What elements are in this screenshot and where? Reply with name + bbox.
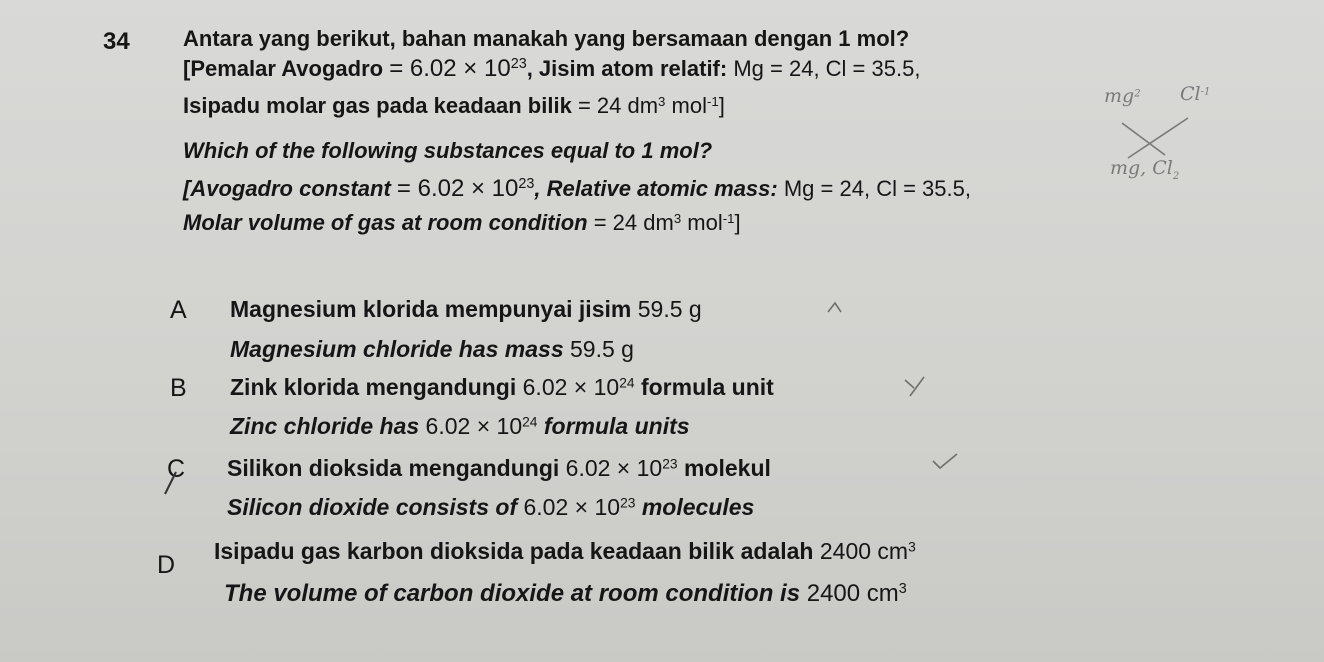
question-stem-en: Which of the following substances equal to 1 mol? <box>183 138 713 163</box>
handwritten-cross-lines <box>1110 113 1220 163</box>
handwritten-mgcl2: mg, $Cl_2$ <box>1110 157 1180 182</box>
pencil-caret-mark <box>826 300 848 318</box>
handwritten-mg-ion: $mg^2$ <box>1104 85 1141 107</box>
option-c-ms: Silikon dioksida mengandungi $6.02 \times 10^{23}$ molekul <box>227 455 771 481</box>
option-c-letter: C <box>167 455 186 483</box>
question-number: 34 <box>103 28 130 55</box>
option-d-en: The volume of carbon dioxide at room condition is 2400 $cm^3$ <box>224 580 907 607</box>
option-a-letter: A <box>170 296 187 324</box>
option-b-letter: B <box>170 374 187 402</box>
avogadro-en-line: [Avogadro constant = $6.02 \times 10^{23}$, Relative atomic mass: Mg = 24, Cl = 35.5, <box>183 175 971 202</box>
molar-volume-en-line: Molar volume of gas at room condition = 24 $dm^3$ mol$^{-1}$] <box>183 210 741 235</box>
pencil-slash-mark <box>160 470 180 496</box>
option-a-en: Magnesium chloride has mass 59.5 g <box>230 336 634 362</box>
option-d-ms: Isipadu gas karbon dioksida pada keadaan bilik adalah 2400 $cm^3$ <box>214 538 916 564</box>
pencil-check-mark <box>930 452 960 472</box>
option-d-letter: D <box>157 551 176 579</box>
handwritten-notes <box>1090 75 1240 195</box>
avogadro-ms-line: [Pemalar Avogadro = $6.02 \times 10^{23}$, Jisim atom relatif: Mg = 24, Cl = 35.5, <box>183 55 921 82</box>
pencil-cross-mark <box>902 374 930 400</box>
question-stem-ms: Antara yang berikut, bahan manakah yang bersamaan dengan 1 mol? <box>183 26 910 51</box>
option-a-ms: Magnesium klorida mempunyai jisim 59.5 g <box>230 296 702 322</box>
handwritten-cl-ion: $Cl^{-1}$ <box>1180 83 1211 105</box>
option-b-ms: Zink klorida mengandungi $6.02 \times 10^{24}$ formula unit <box>230 374 774 400</box>
option-b-en: Zinc chloride has $6.02 \times 10^{24}$ formula units <box>230 413 690 439</box>
molar-volume-ms-line: Isipadu molar gas pada keadaan bilik = 24 $dm^3$ mol$^{-1}$] <box>183 93 725 118</box>
option-c-en: Silicon dioxide consists of $6.02 \times 10^{23}$ molecules <box>227 494 755 520</box>
